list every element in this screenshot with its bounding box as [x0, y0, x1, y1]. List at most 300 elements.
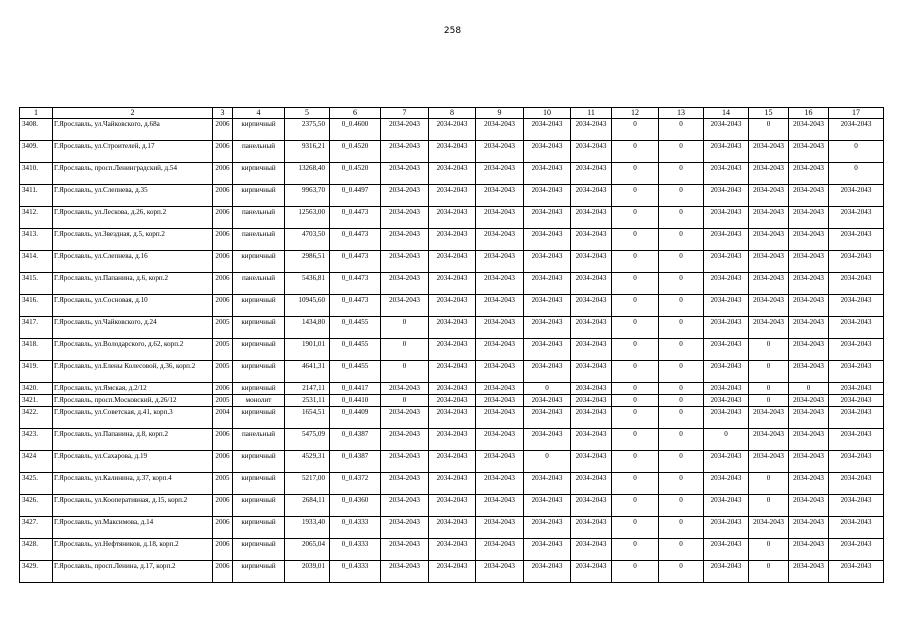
cell-area: 5436,81 — [285, 273, 330, 295]
cell-period-7: 0 — [381, 395, 429, 407]
cell-year-built: 2006 — [213, 185, 233, 207]
cell-period-11: 2034-2043 — [571, 517, 612, 539]
cell-wear-index: 0_0.4372 — [330, 473, 381, 495]
cell-period-11: 2034-2043 — [571, 407, 612, 429]
cell-wear-index: 0_0.4473 — [330, 273, 381, 295]
cell-area: 2986,51 — [285, 251, 330, 273]
cell-year-built: 2004 — [213, 407, 233, 429]
table-row — [20, 273, 884, 295]
cell-period-8: 2034-2043 — [429, 295, 476, 317]
cell-period-17: 2034-2043 — [829, 207, 884, 229]
cell-year-built: 2006 — [213, 429, 233, 451]
cell-value-13: 0 — [659, 451, 704, 473]
cell-period-17: 2034-2043 — [829, 383, 884, 395]
cell-wall-material: кирпичный — [233, 495, 285, 517]
cell-period-11: 2034-2043 — [571, 473, 612, 495]
cell-period-8: 2034-2043 — [429, 163, 476, 185]
cell-address: Г.Ярославль, ул.Звездная, д.5, корп.2 — [53, 229, 213, 251]
cell-period-9: 2034-2043 — [476, 561, 524, 583]
table-row — [20, 251, 884, 273]
cell-address: Г.Ярославль, ул.Папанина, д.8, корп.2 — [53, 429, 213, 451]
cell-wall-material: монолит — [233, 395, 285, 407]
cell-period-16: 2034-2043 — [789, 339, 829, 361]
cell-wall-material: кирпичный — [233, 251, 285, 273]
cell-wear-index: 0_0.4473 — [330, 251, 381, 273]
column-header-15: 15 — [749, 108, 789, 119]
cell-period-17: 2034-2043 — [829, 119, 884, 141]
table-row — [20, 339, 884, 361]
cell-year-built: 2005 — [213, 339, 233, 361]
cell-area: 2684,11 — [285, 495, 330, 517]
cell-area: 12563,00 — [285, 207, 330, 229]
cell-wear-index: 0_0.4520 — [330, 141, 381, 163]
cell-period-7: 2034-2043 — [381, 407, 429, 429]
cell-area: 2039,01 — [285, 561, 330, 583]
cell-period-16: 0 — [789, 383, 829, 395]
cell-wall-material: панельный — [233, 229, 285, 251]
cell-wear-index: 0_0.4333 — [330, 517, 381, 539]
cell-value-12: 0 — [612, 395, 659, 407]
cell-wall-material: кирпичный — [233, 539, 285, 561]
cell-address: Г.Ярославль, просп.Московский, д.26/12 — [53, 395, 213, 407]
column-header-14: 14 — [704, 108, 749, 119]
cell-wear-index: 0_0.4409 — [330, 407, 381, 429]
cell-period-7: 2034-2043 — [381, 429, 429, 451]
cell-period-17: 2034-2043 — [829, 339, 884, 361]
cell-period-16: 2034-2043 — [789, 473, 829, 495]
cell-value-13: 0 — [659, 141, 704, 163]
cell-period-16: 2034-2043 — [789, 119, 829, 141]
cell-period-15: 0 — [749, 119, 789, 141]
cell-period-9: 2034-2043 — [476, 451, 524, 473]
cell-period-9: 2034-2043 — [476, 141, 524, 163]
cell-period-8: 2034-2043 — [429, 517, 476, 539]
cell-period-7: 2034-2043 — [381, 273, 429, 295]
cell-period-15: 2034-2043 — [749, 141, 789, 163]
cell-value-13: 0 — [659, 407, 704, 429]
cell-year-built: 2006 — [213, 451, 233, 473]
cell-period-14: 2034-2043 — [704, 295, 749, 317]
cell-period-16: 2034-2043 — [789, 495, 829, 517]
cell-year-built: 2006 — [213, 383, 233, 395]
column-header-9: 9 — [476, 108, 524, 119]
cell-period-9: 2034-2043 — [476, 429, 524, 451]
cell-address: Г.Ярославль, ул.Максимова, д.14 — [53, 517, 213, 539]
cell-address: Г.Ярославль, ул.Сосновая, д.10 — [53, 295, 213, 317]
cell-period-8: 2034-2043 — [429, 407, 476, 429]
cell-wall-material: кирпичный — [233, 317, 285, 339]
table-row — [20, 429, 884, 451]
cell-period-7: 2034-2043 — [381, 163, 429, 185]
table-row — [20, 295, 884, 317]
column-header-13: 13 — [659, 108, 704, 119]
cell-value-12: 0 — [612, 561, 659, 583]
cell-area: 9963,70 — [285, 185, 330, 207]
cell-period-14: 2034-2043 — [704, 407, 749, 429]
cell-period-15: 2034-2043 — [749, 429, 789, 451]
cell-period-17: 2034-2043 — [829, 295, 884, 317]
cell-period-9: 2034-2043 — [476, 473, 524, 495]
cell-address: Г.Ярославль, ул.Строителей, д.17 — [53, 141, 213, 163]
cell-period-7: 2034-2043 — [381, 207, 429, 229]
cell-area: 1901,01 — [285, 339, 330, 361]
cell-year-built: 2006 — [213, 163, 233, 185]
cell-address: Г.Ярославль, ул.Калинина, д.37, корп.4 — [53, 473, 213, 495]
cell-wear-index: 0_0.4455 — [330, 317, 381, 339]
housing-table — [19, 107, 884, 583]
cell-row-number: 3423. — [20, 429, 53, 451]
cell-period-11: 2034-2043 — [571, 229, 612, 251]
cell-wear-index: 0_0.4333 — [330, 561, 381, 583]
cell-value-12: 0 — [612, 229, 659, 251]
cell-period-14: 2034-2043 — [704, 251, 749, 273]
cell-wear-index: 0_0.4600 — [330, 119, 381, 141]
cell-period-17: 2034-2043 — [829, 495, 884, 517]
cell-wall-material: панельный — [233, 141, 285, 163]
cell-wear-index: 0_0.4360 — [330, 495, 381, 517]
cell-value-13: 0 — [659, 473, 704, 495]
cell-year-built: 2006 — [213, 495, 233, 517]
cell-period-16: 2034-2043 — [789, 539, 829, 561]
cell-period-15: 2034-2043 — [749, 451, 789, 473]
cell-row-number: 3417. — [20, 317, 53, 339]
cell-period-9: 2034-2043 — [476, 207, 524, 229]
cell-wall-material: кирпичный — [233, 407, 285, 429]
cell-period-7: 2034-2043 — [381, 517, 429, 539]
cell-wall-material: кирпичный — [233, 473, 285, 495]
cell-row-number: 3424 — [20, 451, 53, 473]
cell-address: Г.Ярославль, ул.Слепнева, д.35 — [53, 185, 213, 207]
cell-value-12: 0 — [612, 295, 659, 317]
cell-period-10: 2034-2043 — [524, 361, 571, 383]
cell-row-number: 3426. — [20, 495, 53, 517]
cell-period-7: 2034-2043 — [381, 383, 429, 395]
cell-value-12: 0 — [612, 119, 659, 141]
table-row — [20, 163, 884, 185]
table-row — [20, 119, 884, 141]
cell-wear-index: 0_0.4333 — [330, 539, 381, 561]
cell-period-11: 2034-2043 — [571, 429, 612, 451]
cell-address: Г.Ярославль, ул.Советская, д.41, корп.3 — [53, 407, 213, 429]
cell-period-14: 2034-2043 — [704, 339, 749, 361]
cell-wear-index: 0_0.4497 — [330, 185, 381, 207]
cell-row-number: 3427. — [20, 517, 53, 539]
cell-period-7: 2034-2043 — [381, 185, 429, 207]
cell-value-13: 0 — [659, 229, 704, 251]
cell-wear-index: 0_0.4417 — [330, 383, 381, 395]
cell-area: 2147,11 — [285, 383, 330, 395]
cell-row-number: 3415. — [20, 273, 53, 295]
cell-period-9: 2034-2043 — [476, 517, 524, 539]
cell-period-7: 2034-2043 — [381, 539, 429, 561]
cell-period-10: 2034-2043 — [524, 163, 571, 185]
cell-address: Г.Ярославль, ул.Папанина, д.6, корп.2 — [53, 273, 213, 295]
cell-wall-material: кирпичный — [233, 339, 285, 361]
cell-period-7: 2034-2043 — [381, 251, 429, 273]
cell-period-14: 2034-2043 — [704, 273, 749, 295]
cell-period-16: 2034-2043 — [789, 395, 829, 407]
page-number: 258 — [443, 26, 462, 36]
cell-period-9: 2034-2043 — [476, 361, 524, 383]
cell-period-15: 0 — [749, 539, 789, 561]
cell-period-17: 0 — [829, 163, 884, 185]
cell-period-15: 2034-2043 — [749, 185, 789, 207]
cell-year-built: 2006 — [213, 295, 233, 317]
cell-wear-index: 0_0.4520 — [330, 163, 381, 185]
cell-wall-material: кирпичный — [233, 451, 285, 473]
cell-period-17: 2034-2043 — [829, 251, 884, 273]
cell-value-13: 0 — [659, 295, 704, 317]
cell-period-11: 2034-2043 — [571, 295, 612, 317]
table-row — [20, 495, 884, 517]
cell-period-10: 2034-2043 — [524, 539, 571, 561]
cell-row-number: 3425. — [20, 473, 53, 495]
column-header-1: 1 — [20, 108, 53, 119]
cell-period-15: 0 — [749, 495, 789, 517]
cell-period-10: 2034-2043 — [524, 273, 571, 295]
cell-value-13: 0 — [659, 495, 704, 517]
cell-period-7: 2034-2043 — [381, 141, 429, 163]
cell-period-17: 2034-2043 — [829, 361, 884, 383]
cell-year-built: 2006 — [213, 251, 233, 273]
cell-period-14: 2034-2043 — [704, 141, 749, 163]
cell-area: 2531,11 — [285, 395, 330, 407]
cell-row-number: 3409. — [20, 141, 53, 163]
cell-row-number: 3412. — [20, 207, 53, 229]
cell-period-10: 2034-2043 — [524, 295, 571, 317]
cell-period-10: 2034-2043 — [524, 517, 571, 539]
cell-value-12: 0 — [612, 273, 659, 295]
cell-period-9: 2034-2043 — [476, 273, 524, 295]
cell-value-12: 0 — [612, 163, 659, 185]
cell-period-7: 0 — [381, 361, 429, 383]
cell-row-number: 3413. — [20, 229, 53, 251]
cell-area: 13268,40 — [285, 163, 330, 185]
cell-period-14: 2034-2043 — [704, 451, 749, 473]
cell-period-14: 2034-2043 — [704, 539, 749, 561]
cell-period-16: 2034-2043 — [789, 317, 829, 339]
table-row — [20, 185, 884, 207]
cell-period-15: 2034-2043 — [749, 317, 789, 339]
cell-value-13: 0 — [659, 561, 704, 583]
cell-period-8: 2034-2043 — [429, 119, 476, 141]
cell-address: Г.Ярославль, ул.Лескова, д.26, корп.2 — [53, 207, 213, 229]
cell-area: 1933,40 — [285, 517, 330, 539]
cell-period-9: 2034-2043 — [476, 163, 524, 185]
cell-period-7: 2034-2043 — [381, 295, 429, 317]
cell-period-9: 2034-2043 — [476, 229, 524, 251]
cell-period-8: 2034-2043 — [429, 361, 476, 383]
column-header-7: 7 — [381, 108, 429, 119]
cell-period-15: 0 — [749, 339, 789, 361]
cell-period-16: 2034-2043 — [789, 185, 829, 207]
cell-address: Г.Ярославль, ул.Чайковского, д.24 — [53, 317, 213, 339]
cell-value-13: 0 — [659, 539, 704, 561]
cell-address: Г.Ярославль, ул.Слепнева, д.16 — [53, 251, 213, 273]
cell-value-13: 0 — [659, 517, 704, 539]
cell-value-12: 0 — [612, 539, 659, 561]
cell-period-11: 2034-2043 — [571, 361, 612, 383]
cell-row-number: 3418. — [20, 339, 53, 361]
cell-period-14: 2034-2043 — [704, 473, 749, 495]
cell-period-15: 0 — [749, 361, 789, 383]
cell-period-17: 2034-2043 — [829, 561, 884, 583]
cell-value-13: 0 — [659, 185, 704, 207]
cell-wall-material: панельный — [233, 429, 285, 451]
cell-period-8: 2034-2043 — [429, 561, 476, 583]
cell-address: Г.Ярославль, ул.Елены Колесовой, д.36, корп.2 — [53, 361, 213, 383]
cell-wear-index: 0_0.4473 — [330, 229, 381, 251]
table-row — [20, 517, 884, 539]
cell-period-14: 0 — [704, 429, 749, 451]
cell-value-13: 0 — [659, 429, 704, 451]
cell-period-14: 2034-2043 — [704, 317, 749, 339]
cell-wall-material: кирпичный — [233, 163, 285, 185]
cell-period-9: 2034-2043 — [476, 295, 524, 317]
cell-period-7: 0 — [381, 317, 429, 339]
table-row — [20, 451, 884, 473]
column-header-12: 12 — [612, 108, 659, 119]
cell-wall-material: кирпичный — [233, 185, 285, 207]
cell-period-7: 2034-2043 — [381, 119, 429, 141]
cell-row-number: 3428. — [20, 539, 53, 561]
cell-value-13: 0 — [659, 317, 704, 339]
cell-period-16: 2034-2043 — [789, 361, 829, 383]
table-row — [20, 141, 884, 163]
cell-value-13: 0 — [659, 395, 704, 407]
cell-period-16: 2034-2043 — [789, 163, 829, 185]
cell-period-16: 2034-2043 — [789, 141, 829, 163]
cell-period-9: 2034-2043 — [476, 119, 524, 141]
column-header-17: 17 — [829, 108, 884, 119]
cell-area: 4641,31 — [285, 361, 330, 383]
cell-period-17: 2034-2043 — [829, 517, 884, 539]
column-header-8: 8 — [429, 108, 476, 119]
cell-area: 4529,31 — [285, 451, 330, 473]
cell-period-14: 2034-2043 — [704, 383, 749, 395]
cell-period-15: 2034-2043 — [749, 229, 789, 251]
cell-period-8: 2034-2043 — [429, 251, 476, 273]
cell-period-11: 2034-2043 — [571, 317, 612, 339]
cell-period-9: 2034-2043 — [476, 539, 524, 561]
cell-wear-index: 0_0.4473 — [330, 295, 381, 317]
cell-period-8: 2034-2043 — [429, 339, 476, 361]
cell-period-11: 2034-2043 — [571, 185, 612, 207]
cell-address: Г.Ярославль, ул.Володарского, д.62, корп.2 — [53, 339, 213, 361]
cell-row-number: 3416. — [20, 295, 53, 317]
cell-period-14: 2034-2043 — [704, 561, 749, 583]
cell-period-8: 2034-2043 — [429, 383, 476, 395]
cell-period-9: 2034-2043 — [476, 317, 524, 339]
column-header-10: 10 — [524, 108, 571, 119]
cell-period-11: 2034-2043 — [571, 539, 612, 561]
cell-period-15: 2034-2043 — [749, 407, 789, 429]
cell-period-15: 2034-2043 — [749, 207, 789, 229]
cell-area: 9316,21 — [285, 141, 330, 163]
cell-period-10: 2034-2043 — [524, 141, 571, 163]
cell-period-10: 2034-2043 — [524, 395, 571, 407]
cell-area: 1654,51 — [285, 407, 330, 429]
cell-period-17: 2034-2043 — [829, 473, 884, 495]
cell-wear-index: 0_0.4387 — [330, 451, 381, 473]
cell-period-14: 2034-2043 — [704, 495, 749, 517]
table-row — [20, 361, 884, 383]
cell-value-12: 0 — [612, 317, 659, 339]
cell-row-number: 3422. — [20, 407, 53, 429]
cell-period-9: 2034-2043 — [476, 251, 524, 273]
cell-wall-material: кирпичный — [233, 119, 285, 141]
cell-value-12: 0 — [612, 429, 659, 451]
cell-period-8: 2034-2043 — [429, 185, 476, 207]
cell-year-built: 2006 — [213, 229, 233, 251]
cell-period-9: 2034-2043 — [476, 407, 524, 429]
cell-row-number: 3414. — [20, 251, 53, 273]
cell-period-16: 2034-2043 — [789, 229, 829, 251]
cell-year-built: 2006 — [213, 517, 233, 539]
cell-period-14: 2034-2043 — [704, 119, 749, 141]
cell-period-14: 2034-2043 — [704, 229, 749, 251]
cell-period-10: 2034-2043 — [524, 207, 571, 229]
cell-value-13: 0 — [659, 163, 704, 185]
cell-area: 10945,60 — [285, 295, 330, 317]
cell-address: Г.Ярославль, ул.Ямская, д.2/12 — [53, 383, 213, 395]
cell-wear-index: 0_0.4387 — [330, 429, 381, 451]
cell-period-16: 2034-2043 — [789, 273, 829, 295]
cell-value-12: 0 — [612, 451, 659, 473]
cell-wear-index: 0_0.4455 — [330, 361, 381, 383]
cell-year-built: 2005 — [213, 395, 233, 407]
cell-period-8: 2034-2043 — [429, 207, 476, 229]
cell-period-7: 0 — [381, 339, 429, 361]
cell-period-7: 2034-2043 — [381, 473, 429, 495]
column-header-16: 16 — [789, 108, 829, 119]
cell-value-12: 0 — [612, 517, 659, 539]
cell-period-9: 2034-2043 — [476, 383, 524, 395]
cell-period-10: 2034-2043 — [524, 495, 571, 517]
cell-value-12: 0 — [612, 495, 659, 517]
table-row — [20, 317, 884, 339]
cell-value-13: 0 — [659, 361, 704, 383]
cell-period-17: 2034-2043 — [829, 229, 884, 251]
cell-row-number: 3420. — [20, 383, 53, 395]
cell-period-14: 2034-2043 — [704, 361, 749, 383]
cell-period-14: 2034-2043 — [704, 207, 749, 229]
cell-period-10: 0 — [524, 383, 571, 395]
cell-period-8: 2034-2043 — [429, 451, 476, 473]
cell-period-8: 2034-2043 — [429, 229, 476, 251]
cell-period-17: 2034-2043 — [829, 317, 884, 339]
cell-year-built: 2006 — [213, 141, 233, 163]
cell-address: Г.Ярославль, просп.Ленина, д.17, корп.2 — [53, 561, 213, 583]
cell-value-13: 0 — [659, 119, 704, 141]
cell-wall-material: панельный — [233, 273, 285, 295]
cell-year-built: 2005 — [213, 473, 233, 495]
cell-address: Г.Ярославль, ул.Сахарова, д.19 — [53, 451, 213, 473]
table-row — [20, 561, 884, 583]
cell-wall-material: панельный — [233, 207, 285, 229]
cell-period-16: 2034-2043 — [789, 561, 829, 583]
cell-period-16: 2034-2043 — [789, 207, 829, 229]
cell-period-15: 2034-2043 — [749, 163, 789, 185]
cell-period-14: 2034-2043 — [704, 163, 749, 185]
cell-period-11: 2034-2043 — [571, 119, 612, 141]
cell-row-number: 3429. — [20, 561, 53, 583]
cell-wear-index: 0_0.4455 — [330, 339, 381, 361]
cell-period-15: 0 — [749, 395, 789, 407]
cell-area: 2375,50 — [285, 119, 330, 141]
cell-period-10: 2034-2043 — [524, 407, 571, 429]
cell-area: 1434,80 — [285, 317, 330, 339]
